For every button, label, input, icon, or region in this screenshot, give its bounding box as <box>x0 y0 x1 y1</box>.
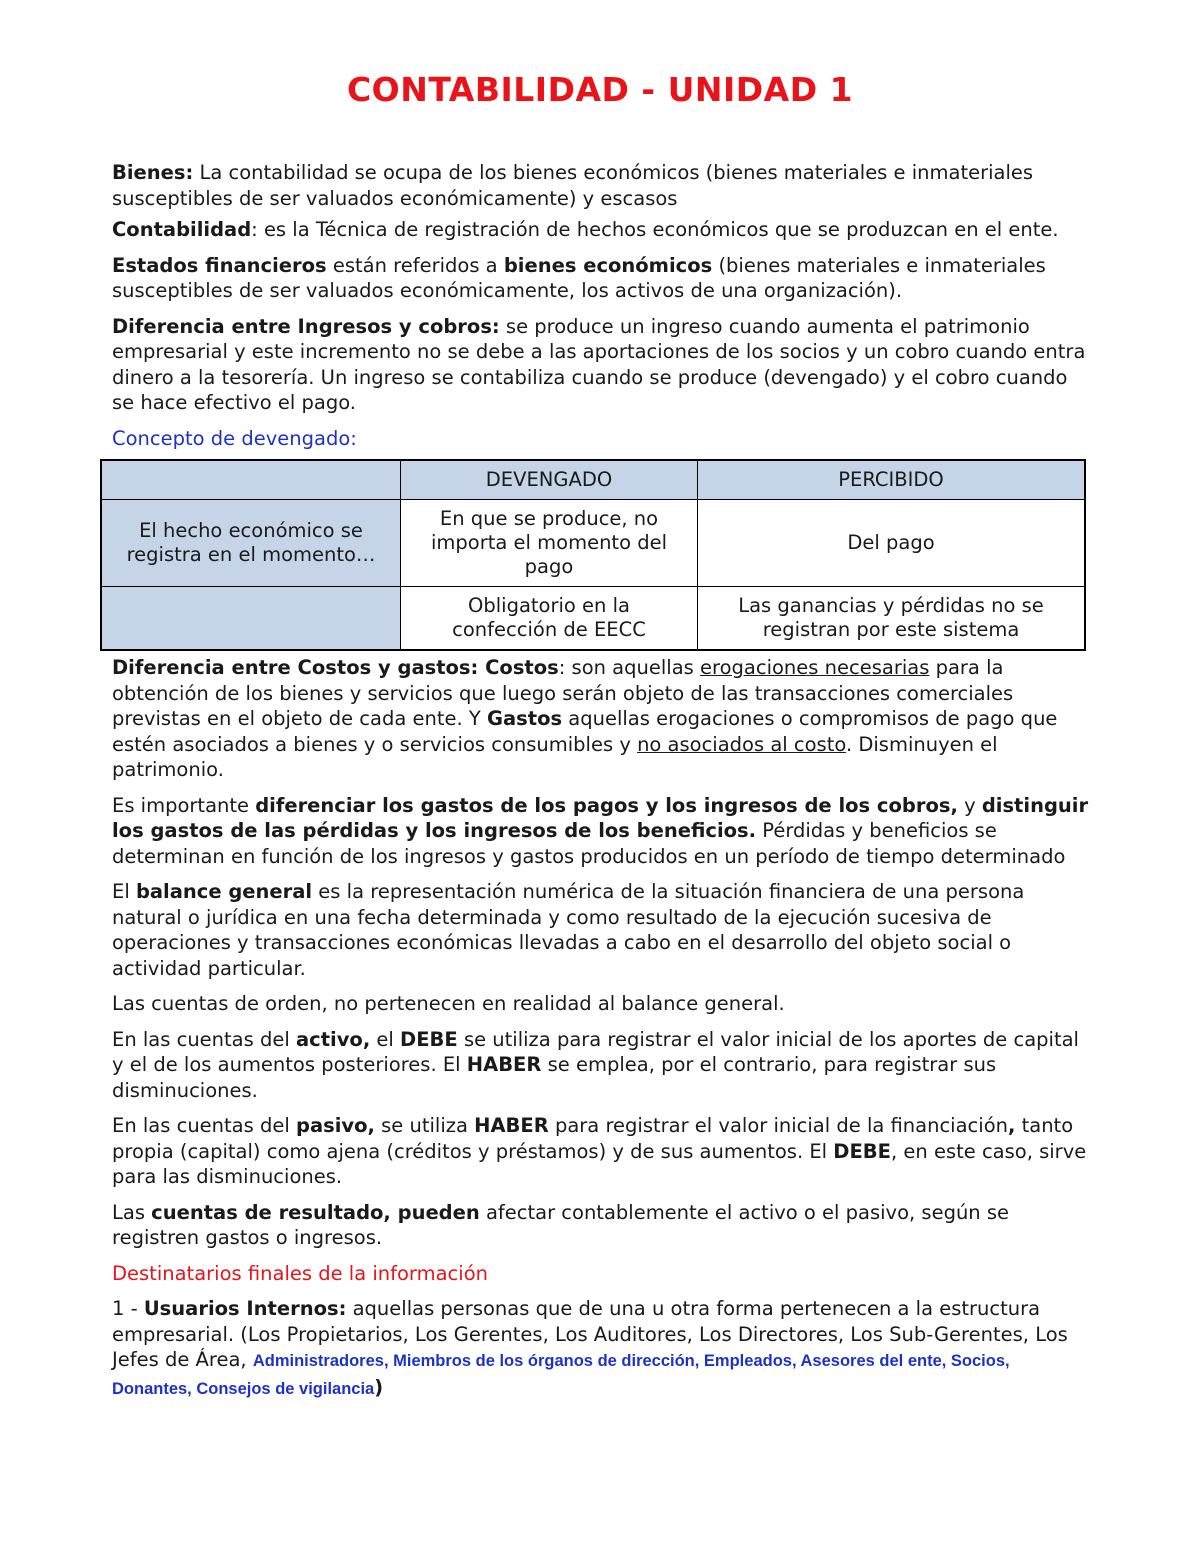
table-row <box>101 500 1085 587</box>
text: se utiliza para registrar el valor inicial de los aportes de capital y el de los aumentos posteriores. El <box>112 1027 1079 1076</box>
term-bienes: Bienes: <box>112 161 194 184</box>
section-heading-devengado: Concepto de devengado: <box>112 426 357 450</box>
table-cell: Las ganancias y pérdidas no se registran por este sistema <box>698 587 1086 651</box>
text: En las cuentas del <box>112 1114 296 1137</box>
text: tanto propia (capital) como ajena (créditos y préstamos) y de sus aumentos. El <box>112 1114 1074 1163</box>
term-cuentas-resultado: cuentas de resultado, pueden <box>151 1200 480 1224</box>
paragraph-pasivo <box>112 1113 1092 1190</box>
text: para registrar el valor inicial de la financiación <box>548 1114 1008 1137</box>
term-balance-general: balance general <box>135 880 313 903</box>
term-costos: Diferencia entre Costos y gastos: Costos <box>112 656 559 679</box>
table-header-cell <box>101 460 401 500</box>
table-header-cell: PERCIBIDO <box>698 460 1086 500</box>
paragraph-costos-gastos <box>112 655 1092 783</box>
section-heading-destinatarios: Destinatarios finales de la información <box>112 1261 488 1285</box>
text: se utiliza <box>374 1114 475 1137</box>
table-cell: Del pago <box>698 500 1086 587</box>
text: Pérdidas y beneficios se determinan en función de los ingresos y gastos producidos en un período de tiempo determinado <box>112 819 1066 868</box>
text: y <box>957 793 982 817</box>
text: La contabilidad se ocupa de los bienes económicos (bienes materiales e inmateriales susceptibles de ser valuados económicamente) y escasos <box>112 161 1034 210</box>
text: Las <box>112 1200 152 1224</box>
term-haber: HABER <box>466 1053 542 1076</box>
text: para la obtención de los bienes y servicios que luego serán objeto de las transacciones comerciales previstas en el objeto de cada ente. Y <box>112 656 1014 730</box>
paragraph-cuentas-resultado <box>112 1200 1092 1251</box>
text: el <box>370 1027 401 1051</box>
term-usuarios-internos: Usuarios Internos: <box>143 1297 347 1320</box>
text: aquellas personas que de una u otra forma pertenecen a la estructura empresarial. (Los Propietarios, Los Gerentes, Los Auditores, Los Directores, Los Sub-Gerentes, Los Jefes de Área, <box>112 1297 1068 1371</box>
term-haber: HABER <box>474 1114 549 1137</box>
table-cell: Obligatorio en la confección de EECC <box>401 587 698 651</box>
table-row <box>101 587 1085 651</box>
term-estados-financieros: Estados financieros <box>112 253 327 277</box>
term-bienes-economicos: bienes económicos <box>503 253 713 277</box>
underlined-text: no asociados al costo <box>637 732 846 756</box>
term-contabilidad: Contabilidad <box>112 218 252 241</box>
term-gastos: Gastos <box>486 707 563 730</box>
paragraph-contabilidad <box>112 217 1092 243</box>
paragraph-usuarios-internos <box>112 1296 1092 1402</box>
table-header-row <box>101 460 1085 500</box>
text: aquellas erogaciones o compromisos de pago que estén asociados a bienes y o servicios consumibles y <box>112 707 1058 756</box>
term-pasivo: pasivo, <box>295 1114 375 1137</box>
text: se emplea, por el contrario, para registrar sus disminuciones. <box>112 1053 997 1102</box>
text: El <box>112 880 136 903</box>
table-cell: En que se produce, no importa el momento del pago <box>401 500 698 587</box>
bold-text: , <box>1007 1114 1016 1137</box>
bold-text: distinguir los gastos de las pérdidas y los ingresos de los beneficios. <box>112 793 1089 842</box>
text: 1 - <box>112 1297 144 1320</box>
text: : es la Técnica de registración de hechos económicos que se produzcan en el ente. <box>251 218 1059 241</box>
paragraph-importante <box>112 793 1092 870</box>
paragraph-activo <box>112 1027 1092 1104</box>
paragraph-balance-general <box>112 879 1092 981</box>
term-debe: DEBE <box>400 1027 458 1051</box>
table-header-cell: DEVENGADO <box>401 460 698 500</box>
text: se produce un ingreso cuando aumenta el patrimonio empresarial y este incremento no se debe a las aportaciones de los socios y un cobro cuando entra dinero a la tesorería. Un ingreso se contabiliza cuando se produce (devengado) y el cobro cuando se hace efectivo el pago. <box>112 314 1086 414</box>
text: : son aquellas <box>558 656 701 679</box>
table-cell: El hecho económico se registra en el momento… <box>101 500 401 587</box>
text: Es importante <box>112 793 256 817</box>
bold-text: diferenciar los gastos de los pagos y los ingresos de los cobros, <box>255 793 958 817</box>
text: es la representación numérica de la situación financiera de una persona natural o jurídica en una fecha determinada y como resultado de la ejecución sucesiva de operaciones y transacciones económicas llevadas a cabo en el desarrollo del objeto social o actividad particular. <box>112 880 1025 980</box>
term-debe: DEBE <box>833 1139 891 1163</box>
paragraph-cuentas-orden: Las cuentas de orden, no pertenecen en realidad al balance general. <box>112 992 785 1015</box>
text: En las cuentas del <box>112 1027 296 1051</box>
text: . Disminuyen el patrimonio. <box>112 732 998 781</box>
text: (bienes materiales e inmateriales susceptibles de ser valuados económicamente, los activos de una organización). <box>112 253 1046 302</box>
underlined-text: erogaciones necesarias <box>700 656 930 679</box>
devengado-table <box>100 459 1086 651</box>
text: ) <box>374 1375 384 1399</box>
paragraph-estados-financieros <box>112 253 1092 304</box>
text: están referidos a <box>326 253 504 277</box>
highlighted-list: Administradores, Miembros de los órganos de dirección, Empleados, Asesores del ente, Socios, Donantes, Consejos de vigilancia <box>112 1352 1010 1398</box>
document-body <box>112 160 1092 1412</box>
term-activo: activo, <box>295 1027 371 1051</box>
paragraph-bienes <box>112 160 1092 211</box>
paragraph-ingresos-cobros <box>112 314 1092 416</box>
table-cell <box>101 587 401 651</box>
term-ingresos-cobros: Diferencia entre Ingresos y cobros: <box>112 314 500 338</box>
page-title: CONTABILIDAD - UNIDAD 1 <box>346 70 854 109</box>
text: , en este caso, sirve para las disminuciones. <box>112 1139 1087 1188</box>
text: afectar contablemente el activo o el pasivo, según se registren gastos o ingresos. <box>112 1200 1010 1249</box>
